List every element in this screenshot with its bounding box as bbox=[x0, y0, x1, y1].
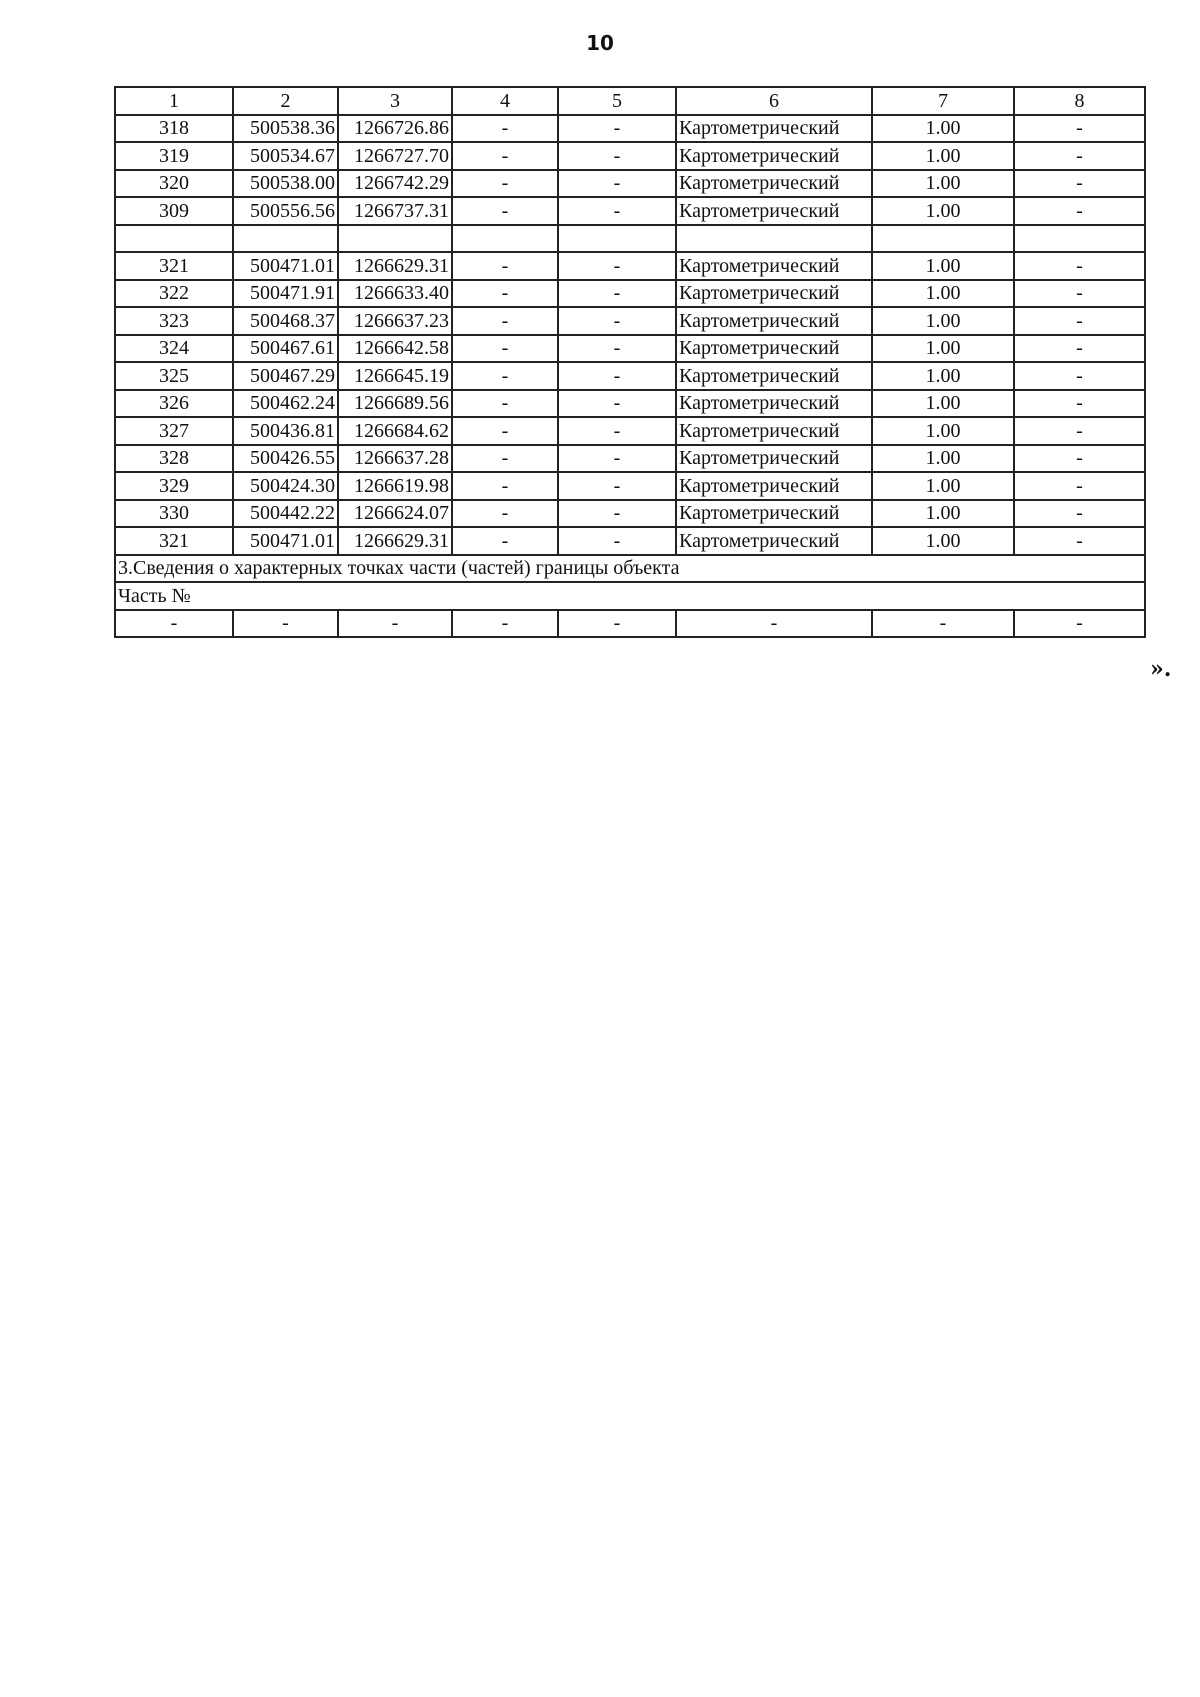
table-cell: 500467.29 bbox=[233, 362, 338, 390]
table-row bbox=[115, 445, 1145, 473]
table-cell: - bbox=[1014, 500, 1145, 528]
section-title: 3.Сведения о характерных точках части (частей) границы объекта bbox=[115, 555, 1145, 583]
table-cell: - bbox=[558, 472, 676, 500]
table-row bbox=[115, 142, 1145, 170]
table-cell: 1.00 bbox=[872, 527, 1014, 555]
table-cell: - bbox=[1014, 252, 1145, 280]
table-cell: - bbox=[872, 610, 1014, 638]
table-row bbox=[115, 252, 1145, 280]
table-cell: - bbox=[452, 610, 558, 638]
table-cell: 500534.67 bbox=[233, 142, 338, 170]
table-cell: 1266633.40 bbox=[338, 280, 452, 308]
table-cell: 8 bbox=[1014, 87, 1145, 115]
table-cell: 500467.61 bbox=[233, 335, 338, 363]
table-cell: - bbox=[233, 610, 338, 638]
table-cell: Картометрический bbox=[676, 527, 872, 555]
section-title-row bbox=[115, 555, 1145, 583]
table-cell: - bbox=[452, 390, 558, 418]
table-cell: 1.00 bbox=[872, 280, 1014, 308]
table-cell: Картометрический bbox=[676, 252, 872, 280]
table-cell: - bbox=[1014, 170, 1145, 198]
table-cell: - bbox=[558, 197, 676, 225]
table-cell: - bbox=[558, 115, 676, 143]
table-row bbox=[115, 527, 1145, 555]
table-cell: 500424.30 bbox=[233, 472, 338, 500]
table-cell bbox=[115, 225, 233, 253]
table-cell: - bbox=[558, 500, 676, 528]
table-cell: 1.00 bbox=[872, 252, 1014, 280]
table-cell: 500538.00 bbox=[233, 170, 338, 198]
table-cell bbox=[676, 225, 872, 253]
table-cell: 1266629.31 bbox=[338, 252, 452, 280]
table-cell: 321 bbox=[115, 252, 233, 280]
table-cell: 1.00 bbox=[872, 335, 1014, 363]
table-row bbox=[115, 362, 1145, 390]
coordinates-table bbox=[114, 86, 1146, 638]
table-row bbox=[115, 115, 1145, 143]
table-row bbox=[115, 335, 1145, 363]
table-cell: 324 bbox=[115, 335, 233, 363]
table-cell: 325 bbox=[115, 362, 233, 390]
table-cell: 322 bbox=[115, 280, 233, 308]
table-cell: 318 bbox=[115, 115, 233, 143]
table-cell: - bbox=[1014, 307, 1145, 335]
table-cell: 1266619.98 bbox=[338, 472, 452, 500]
table-cell: - bbox=[558, 335, 676, 363]
table-cell: - bbox=[338, 610, 452, 638]
table-cell: - bbox=[452, 472, 558, 500]
table-cell: - bbox=[1014, 362, 1145, 390]
table-cell bbox=[338, 225, 452, 253]
table-cell: - bbox=[558, 170, 676, 198]
table-row bbox=[115, 280, 1145, 308]
table-cell: - bbox=[452, 307, 558, 335]
table-cell: 1.00 bbox=[872, 115, 1014, 143]
table-cell: 1266689.56 bbox=[338, 390, 452, 418]
table-cell: 1.00 bbox=[872, 445, 1014, 473]
table-cell: 500471.01 bbox=[233, 252, 338, 280]
table-cell: 500436.81 bbox=[233, 417, 338, 445]
table-cell: 1266637.28 bbox=[338, 445, 452, 473]
table-row bbox=[115, 170, 1145, 198]
table-cell: 5 bbox=[558, 87, 676, 115]
table-cell: 4 bbox=[452, 87, 558, 115]
table-cell: - bbox=[558, 142, 676, 170]
table-cell: Картометрический bbox=[676, 170, 872, 198]
table-cell bbox=[233, 225, 338, 253]
table-cell: 1.00 bbox=[872, 197, 1014, 225]
table-cell: 6 bbox=[676, 87, 872, 115]
table-cell: - bbox=[558, 390, 676, 418]
table-cell: Картометрический bbox=[676, 335, 872, 363]
table-cell: 328 bbox=[115, 445, 233, 473]
closing-quote-mark: ». bbox=[1150, 656, 1172, 682]
table-cell: 327 bbox=[115, 417, 233, 445]
table-cell: 1.00 bbox=[872, 362, 1014, 390]
table-cell: 309 bbox=[115, 197, 233, 225]
table-cell: - bbox=[452, 335, 558, 363]
table-cell: 1266624.07 bbox=[338, 500, 452, 528]
table-cell: - bbox=[1014, 142, 1145, 170]
part-label: Часть № bbox=[115, 582, 1145, 610]
table-cell: - bbox=[452, 252, 558, 280]
table-cell: 1266637.23 bbox=[338, 307, 452, 335]
table-cell: - bbox=[452, 445, 558, 473]
table-cell: Картометрический bbox=[676, 500, 872, 528]
table-cell: 1.00 bbox=[872, 417, 1014, 445]
part-row bbox=[115, 610, 1145, 638]
table-cell bbox=[452, 225, 558, 253]
table-cell: - bbox=[1014, 445, 1145, 473]
table-cell: 1266737.31 bbox=[338, 197, 452, 225]
table-cell: 1.00 bbox=[872, 307, 1014, 335]
table-cell: - bbox=[452, 362, 558, 390]
table-cell bbox=[872, 225, 1014, 253]
table-cell: 500538.36 bbox=[233, 115, 338, 143]
table-cell: - bbox=[558, 527, 676, 555]
table-cell: 1.00 bbox=[872, 170, 1014, 198]
table-cell: Картометрический bbox=[676, 307, 872, 335]
table-cell: - bbox=[452, 170, 558, 198]
table-cell: - bbox=[558, 417, 676, 445]
table-cell: - bbox=[452, 142, 558, 170]
table-cell: 500471.91 bbox=[233, 280, 338, 308]
table-cell: 329 bbox=[115, 472, 233, 500]
table-cell: - bbox=[1014, 472, 1145, 500]
page-number: 10 bbox=[586, 31, 614, 55]
table-row bbox=[115, 225, 1145, 253]
table-cell: - bbox=[558, 252, 676, 280]
table-cell: - bbox=[1014, 610, 1145, 638]
table-cell: 500426.55 bbox=[233, 445, 338, 473]
table-cell: 319 bbox=[115, 142, 233, 170]
table-cell: 1266726.86 bbox=[338, 115, 452, 143]
table-cell: - bbox=[452, 417, 558, 445]
table-cell: Картометрический bbox=[676, 197, 872, 225]
table-cell: 1266645.19 bbox=[338, 362, 452, 390]
table-row bbox=[115, 197, 1145, 225]
table-cell: - bbox=[1014, 417, 1145, 445]
table-cell: 1266742.29 bbox=[338, 170, 452, 198]
table-cell: 1.00 bbox=[872, 390, 1014, 418]
table-cell: 1266629.31 bbox=[338, 527, 452, 555]
table-cell: - bbox=[558, 445, 676, 473]
table-cell: - bbox=[1014, 115, 1145, 143]
table-cell: 1266642.58 bbox=[338, 335, 452, 363]
table-cell: Картометрический bbox=[676, 115, 872, 143]
table-cell: - bbox=[1014, 390, 1145, 418]
table-cell: 330 bbox=[115, 500, 233, 528]
table-cell: - bbox=[452, 500, 558, 528]
table-cell: 7 bbox=[872, 87, 1014, 115]
table-cell: - bbox=[1014, 197, 1145, 225]
table-cell: - bbox=[452, 527, 558, 555]
table-row bbox=[115, 500, 1145, 528]
table-cell: Картометрический bbox=[676, 142, 872, 170]
table-cell: 1.00 bbox=[872, 500, 1014, 528]
table-cell: - bbox=[676, 610, 872, 638]
table-cell: - bbox=[452, 115, 558, 143]
table-cell: 326 bbox=[115, 390, 233, 418]
table-cell: - bbox=[558, 307, 676, 335]
table-cell: 500462.24 bbox=[233, 390, 338, 418]
table-cell: 321 bbox=[115, 527, 233, 555]
table-cell: 1.00 bbox=[872, 472, 1014, 500]
table-cell: - bbox=[452, 280, 558, 308]
table-cell: 2 bbox=[233, 87, 338, 115]
part-label-row bbox=[115, 582, 1145, 610]
table-cell: 1 bbox=[115, 87, 233, 115]
table-cell: - bbox=[115, 610, 233, 638]
table-cell: Картометрический bbox=[676, 390, 872, 418]
table-cell: 1.00 bbox=[872, 142, 1014, 170]
table-cell: Картометрический bbox=[676, 417, 872, 445]
table-cell: - bbox=[1014, 335, 1145, 363]
table-cell: 500442.22 bbox=[233, 500, 338, 528]
table-cell: 500556.56 bbox=[233, 197, 338, 225]
table-header-row bbox=[115, 87, 1145, 115]
table-cell: - bbox=[558, 610, 676, 638]
table-row bbox=[115, 472, 1145, 500]
table-cell: 320 bbox=[115, 170, 233, 198]
table-cell: 500471.01 bbox=[233, 527, 338, 555]
table-row bbox=[115, 417, 1145, 445]
table-cell: Картометрический bbox=[676, 472, 872, 500]
table-row bbox=[115, 390, 1145, 418]
table-cell: 1266727.70 bbox=[338, 142, 452, 170]
table-cell: Картометрический bbox=[676, 445, 872, 473]
table-cell: 3 bbox=[338, 87, 452, 115]
table-cell: - bbox=[452, 197, 558, 225]
table-cell bbox=[1014, 225, 1145, 253]
table-cell: 500468.37 bbox=[233, 307, 338, 335]
table-cell: Картометрический bbox=[676, 280, 872, 308]
table-cell: 323 bbox=[115, 307, 233, 335]
table-cell: - bbox=[1014, 527, 1145, 555]
table-cell: - bbox=[558, 362, 676, 390]
table-row bbox=[115, 307, 1145, 335]
table-cell: - bbox=[558, 280, 676, 308]
table-cell: Картометрический bbox=[676, 362, 872, 390]
table-cell: - bbox=[1014, 280, 1145, 308]
table-cell: 1266684.62 bbox=[338, 417, 452, 445]
table-cell bbox=[558, 225, 676, 253]
